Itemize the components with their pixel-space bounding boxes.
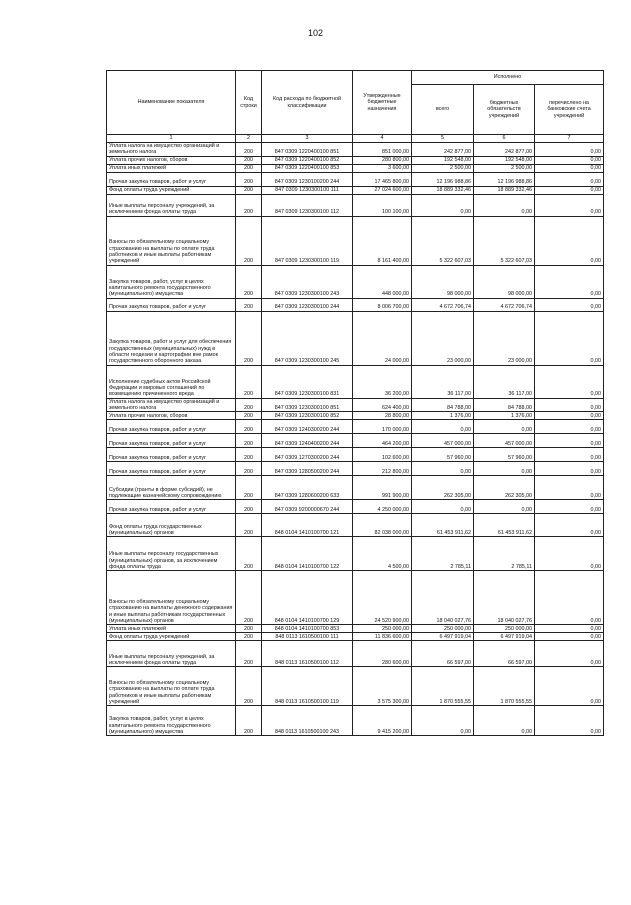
table-row [107, 667, 604, 706]
cell-name: Закупка товаров, работ, услуг в целях капитального ремонта государственного (муниципального) имущества [107, 706, 236, 736]
cell-approved: 17 465 800,00 [353, 172, 412, 186]
cell-code: 847 0309 1220400100 851 [262, 143, 353, 157]
cell-transferred: 0,00 [535, 571, 604, 625]
cell-name: Взносы по обязательному социальному страхованию на выплаты по оплате труда работников и иные выплаты работникам учреждений [107, 667, 236, 706]
cell-transferred: 0,00 [535, 311, 604, 365]
cell-line: 200 [236, 398, 262, 412]
cell-line: 200 [236, 265, 262, 298]
cell-total: 0,00 [412, 462, 474, 476]
cell-code: 848 0104 1410100700 129 [262, 571, 353, 625]
cell-code: 848 0113 1610500100 112 [262, 641, 353, 667]
cell-name: Прочая закупка товаров, работ и услуг [107, 420, 236, 434]
cell-total: 250 000,00 [412, 625, 474, 633]
cell-total: 0,00 [412, 420, 474, 434]
cell-total: 457 000,00 [412, 434, 474, 448]
cell-name: Фонд оплаты труда учреждений [107, 186, 236, 194]
cell-approved: 24 520 900,00 [353, 571, 412, 625]
cell-code: 847 0309 1230300100 243 [262, 265, 353, 298]
cell-line: 200 [236, 172, 262, 186]
cell-name: Фонд оплаты труда учреждений [107, 633, 236, 641]
cell-transferred: 0,00 [535, 500, 604, 514]
cell-name: Субсидии (гранты в форме субсидий), не подлежащие казначейскому сопровождению [107, 476, 236, 500]
cell-name: Уплата иных платежей [107, 164, 236, 172]
cell-total: 192 548,00 [412, 156, 474, 164]
header-budget-obligations: бюджетных обязательств учреждений [474, 85, 535, 135]
cell-total: 5 322 607,03 [412, 216, 474, 265]
cell-transferred: 0,00 [535, 514, 604, 537]
cell-budget: 0,00 [474, 500, 535, 514]
cell-budget: 1 376,00 [474, 412, 535, 420]
cell-budget: 5 322 607,03 [474, 216, 535, 265]
cell-total: 262 305,00 [412, 476, 474, 500]
cell-approved: 8 161 400,00 [353, 216, 412, 265]
cell-approved: 24 000,00 [353, 311, 412, 365]
cell-approved: 102 600,00 [353, 448, 412, 462]
table-row [107, 143, 604, 157]
header-budget-code: Код расхода по бюджетной классификации [262, 71, 353, 135]
cell-total: 23 000,00 [412, 311, 474, 365]
cell-line: 200 [236, 500, 262, 514]
cell-name: Уплата налога на имущество организаций и земельного налога [107, 143, 236, 157]
cell-name: Иные выплаты персоналу учреждений, за исключением фонда оплаты труда [107, 641, 236, 667]
table-row [107, 448, 604, 462]
cell-budget: 0,00 [474, 194, 535, 216]
cell-budget: 457 000,00 [474, 434, 535, 448]
cell-transferred: 0,00 [535, 164, 604, 172]
cell-approved: 82 038 000,00 [353, 514, 412, 537]
cell-name: Уплата прочих налогов, сборов [107, 156, 236, 164]
cell-transferred: 0,00 [535, 706, 604, 736]
cell-name: Взносы по обязательному социальному страхованию на выплаты денежного содержания и иные выплаты работникам государственных (муниципальных) органов [107, 571, 236, 625]
table-row [107, 434, 604, 448]
table-row [107, 462, 604, 476]
page-number: 102 [307, 28, 324, 38]
cell-code: 847 0309 1220400100 853 [262, 164, 353, 172]
cell-budget: 36 117,00 [474, 365, 535, 398]
cell-code: 848 0113 1610500100 243 [262, 706, 353, 736]
cell-total: 1 870 555,55 [412, 667, 474, 706]
cell-code: 847 0309 1230300100 244 [262, 298, 353, 311]
cell-approved: 851 000,00 [353, 143, 412, 157]
cell-approved: 212 800,00 [353, 462, 412, 476]
cell-line: 200 [236, 537, 262, 571]
cell-budget: 242 877,00 [474, 143, 535, 157]
cell-code: 847 0309 1230300100 112 [262, 194, 353, 216]
cell-budget: 192 548,00 [474, 156, 535, 164]
cell-total: 36 117,00 [412, 365, 474, 398]
table-row [107, 365, 604, 398]
cell-code: 847 0309 1230300100 852 [262, 412, 353, 420]
cell-total: 18 889 332,46 [412, 186, 474, 194]
cell-budget: 84 788,00 [474, 398, 535, 412]
table-row [107, 216, 604, 265]
cell-transferred: 0,00 [535, 156, 604, 164]
cell-name: Закупка товаров, работ и услуг для обеспечения государственных (муниципальных) нужд в области геодезии и картографии вне рамок государственного оборонного заказа [107, 311, 236, 365]
cell-code: 847 0309 1230300100 111 [262, 186, 353, 194]
cell-code: 847 0309 1230300100 851 [262, 398, 353, 412]
cell-approved: 9 415 200,00 [353, 706, 412, 736]
cell-budget: 61 453 911,62 [474, 514, 535, 537]
cell-name: Закупка товаров, работ, услуг в целях капитального ремонта государственного (муниципального) имущества [107, 265, 236, 298]
cell-transferred: 0,00 [535, 194, 604, 216]
cell-approved: 991 900,00 [353, 476, 412, 500]
cell-line: 200 [236, 476, 262, 500]
cell-name: Взносы по обязательному социальному страхованию на выплаты по оплате труда работников и иные выплаты работникам учреждений [107, 216, 236, 265]
cell-approved: 624 400,00 [353, 398, 412, 412]
cell-transferred: 0,00 [535, 412, 604, 420]
cell-transferred: 0,00 [535, 462, 604, 476]
cell-transferred: 0,00 [535, 298, 604, 311]
cell-line: 200 [236, 194, 262, 216]
cell-code: 847 0309 1230100200 244 [262, 172, 353, 186]
cell-transferred: 0,00 [535, 476, 604, 500]
cell-name: Прочая закупка товаров, работ и услуг [107, 298, 236, 311]
column-number: 6 [474, 135, 535, 143]
table-row [107, 172, 604, 186]
cell-line: 200 [236, 448, 262, 462]
cell-total: 2 785,11 [412, 537, 474, 571]
column-number: 7 [535, 135, 604, 143]
table-row [107, 571, 604, 625]
cell-transferred: 0,00 [535, 537, 604, 571]
column-number: 3 [262, 135, 353, 143]
cell-transferred: 0,00 [535, 434, 604, 448]
cell-total: 1 376,00 [412, 412, 474, 420]
cell-approved: 100 100,00 [353, 194, 412, 216]
cell-transferred: 0,00 [535, 216, 604, 265]
cell-line: 200 [236, 667, 262, 706]
cell-total: 6 497 919,04 [412, 633, 474, 641]
cell-line: 200 [236, 514, 262, 537]
cell-line: 200 [236, 365, 262, 398]
cell-budget: 6 497 919,04 [474, 633, 535, 641]
cell-transferred: 0,00 [535, 265, 604, 298]
cell-approved: 3 600,00 [353, 164, 412, 172]
cell-transferred: 0,00 [535, 398, 604, 412]
cell-total: 0,00 [412, 194, 474, 216]
cell-name: Уплата налога на имущество организаций и земельного налога [107, 398, 236, 412]
cell-approved: 4 500,00 [353, 537, 412, 571]
cell-name: Фонд оплаты труда государственных (муниципальных) органов [107, 514, 236, 537]
table-row [107, 476, 604, 500]
table-row [107, 633, 604, 641]
cell-budget: 18 889 332,46 [474, 186, 535, 194]
table-row [107, 311, 604, 365]
cell-approved: 4 250 000,00 [353, 500, 412, 514]
cell-budget: 250 000,00 [474, 625, 535, 633]
cell-budget: 1 870 555,55 [474, 667, 535, 706]
cell-budget: 12 196 988,86 [474, 172, 535, 186]
cell-transferred: 0,00 [535, 633, 604, 641]
table-row [107, 265, 604, 298]
table-row [107, 156, 604, 164]
table-row [107, 514, 604, 537]
cell-transferred: 0,00 [535, 448, 604, 462]
cell-budget: 57 960,00 [474, 448, 535, 462]
cell-budget: 23 000,00 [474, 311, 535, 365]
cell-line: 200 [236, 143, 262, 157]
cell-line: 200 [236, 625, 262, 633]
cell-name: Прочая закупка товаров, работ и услуг [107, 500, 236, 514]
cell-line: 200 [236, 462, 262, 476]
cell-code: 847 0309 1280500200 244 [262, 462, 353, 476]
cell-approved: 448 000,00 [353, 265, 412, 298]
cell-code: 848 0104 1410100700 121 [262, 514, 353, 537]
header-name: Наименование показателя [107, 71, 236, 135]
cell-code: 847 0309 1230300100 245 [262, 311, 353, 365]
cell-line: 200 [236, 412, 262, 420]
cell-total: 12 196 988,86 [412, 172, 474, 186]
cell-total: 66 597,00 [412, 641, 474, 667]
cell-budget: 2 785,11 [474, 537, 535, 571]
cell-total: 57 960,00 [412, 448, 474, 462]
header-executed: Исполнено [412, 71, 604, 85]
cell-name: Прочая закупка товаров, работ и услуг [107, 172, 236, 186]
cell-total: 0,00 [412, 500, 474, 514]
cell-transferred: 0,00 [535, 186, 604, 194]
cell-name: Прочая закупка товаров, работ и услуг [107, 434, 236, 448]
cell-name: Иные выплаты персоналу учреждений, за исключением фонда оплаты труда [107, 194, 236, 216]
cell-budget: 18 040 027,76 [474, 571, 535, 625]
cell-total: 2 500,00 [412, 164, 474, 172]
cell-transferred: 0,00 [535, 143, 604, 157]
cell-total: 242 877,00 [412, 143, 474, 157]
cell-approved: 170 000,00 [353, 420, 412, 434]
cell-approved: 250 000,00 [353, 625, 412, 633]
cell-line: 200 [236, 311, 262, 365]
cell-code: 848 0113 1610500100 119 [262, 667, 353, 706]
table-row [107, 500, 604, 514]
cell-total: 18 040 027,76 [412, 571, 474, 625]
header-approved: Утвержденные бюджетные назначения [353, 71, 412, 135]
header-transferred: перечислено на банковские счета учреждений [535, 85, 604, 135]
table-row [107, 398, 604, 412]
cell-total: 98 000,00 [412, 265, 474, 298]
cell-line: 200 [236, 156, 262, 164]
cell-code: 847 0309 1280600200 633 [262, 476, 353, 500]
table-row [107, 164, 604, 172]
cell-budget: 0,00 [474, 706, 535, 736]
cell-line: 200 [236, 420, 262, 434]
budget-execution-table [106, 70, 604, 736]
table-row [107, 186, 604, 194]
cell-code: 848 0104 1410100700 122 [262, 537, 353, 571]
cell-total: 84 788,00 [412, 398, 474, 412]
cell-budget: 66 597,00 [474, 641, 535, 667]
cell-approved: 464 200,00 [353, 434, 412, 448]
cell-line: 200 [236, 641, 262, 667]
cell-approved: 28 800,00 [353, 412, 412, 420]
cell-approved: 11 836 600,00 [353, 633, 412, 641]
cell-line: 200 [236, 298, 262, 311]
cell-code: 847 0309 9200000670 244 [262, 500, 353, 514]
cell-line: 200 [236, 216, 262, 265]
table-row [107, 298, 604, 311]
cell-name: Уплата прочих налогов, сборов [107, 412, 236, 420]
cell-transferred: 0,00 [535, 641, 604, 667]
cell-code: 847 0309 1240300200 244 [262, 420, 353, 434]
header-total: всего [412, 85, 474, 135]
cell-code: 847 0309 1220400100 852 [262, 156, 353, 164]
cell-code: 847 0309 1230300100 831 [262, 365, 353, 398]
cell-line: 200 [236, 186, 262, 194]
cell-line: 200 [236, 164, 262, 172]
cell-transferred: 0,00 [535, 172, 604, 186]
cell-name: Прочая закупка товаров, работ и услуг [107, 448, 236, 462]
table-row [107, 194, 604, 216]
header-line-code: Код строки [236, 71, 262, 135]
cell-approved: 280 800,00 [353, 156, 412, 164]
cell-code: 848 0104 1410100700 853 [262, 625, 353, 633]
cell-total: 61 453 911,62 [412, 514, 474, 537]
cell-budget: 98 000,00 [474, 265, 535, 298]
cell-total: 0,00 [412, 706, 474, 736]
table-row [107, 412, 604, 420]
cell-name: Уплата иных платежей [107, 625, 236, 633]
cell-budget: 262 305,00 [474, 476, 535, 500]
cell-budget: 2 500,00 [474, 164, 535, 172]
cell-code: 847 0309 1240400200 244 [262, 434, 353, 448]
cell-approved: 3 575 300,00 [353, 667, 412, 706]
cell-approved: 36 200,00 [353, 365, 412, 398]
table-row [107, 641, 604, 667]
table-row [107, 706, 604, 736]
cell-approved: 27 024 600,00 [353, 186, 412, 194]
column-number: 2 [236, 135, 262, 143]
table-row [107, 537, 604, 571]
column-number: 5 [412, 135, 474, 143]
cell-name: Иные выплаты персоналу государственных (муниципальных) органов, за исключением фонда оплаты труда [107, 537, 236, 571]
table-row [107, 420, 604, 434]
column-number: 1 [107, 135, 236, 143]
column-number: 4 [353, 135, 412, 143]
cell-code: 847 0309 1230300100 119 [262, 216, 353, 265]
cell-name: Исполнение судебных актов Российской Федерации и мировых соглашений по возмещению причиненного вреда [107, 365, 236, 398]
cell-code: 847 0309 1270300200 244 [262, 448, 353, 462]
cell-line: 200 [236, 571, 262, 625]
cell-line: 200 [236, 434, 262, 448]
table-row [107, 625, 604, 633]
cell-budget: 4 672 706,74 [474, 298, 535, 311]
cell-approved: 8 006 700,00 [353, 298, 412, 311]
cell-transferred: 0,00 [535, 667, 604, 706]
cell-total: 4 672 706,74 [412, 298, 474, 311]
cell-line: 200 [236, 633, 262, 641]
cell-budget: 0,00 [474, 420, 535, 434]
cell-name: Прочая закупка товаров, работ и услуг [107, 462, 236, 476]
cell-approved: 280 600,00 [353, 641, 412, 667]
cell-code: 848 0113 1610500100 111 [262, 633, 353, 641]
cell-transferred: 0,00 [535, 420, 604, 434]
cell-line: 200 [236, 706, 262, 736]
cell-transferred: 0,00 [535, 625, 604, 633]
cell-budget: 0,00 [474, 462, 535, 476]
cell-transferred: 0,00 [535, 365, 604, 398]
